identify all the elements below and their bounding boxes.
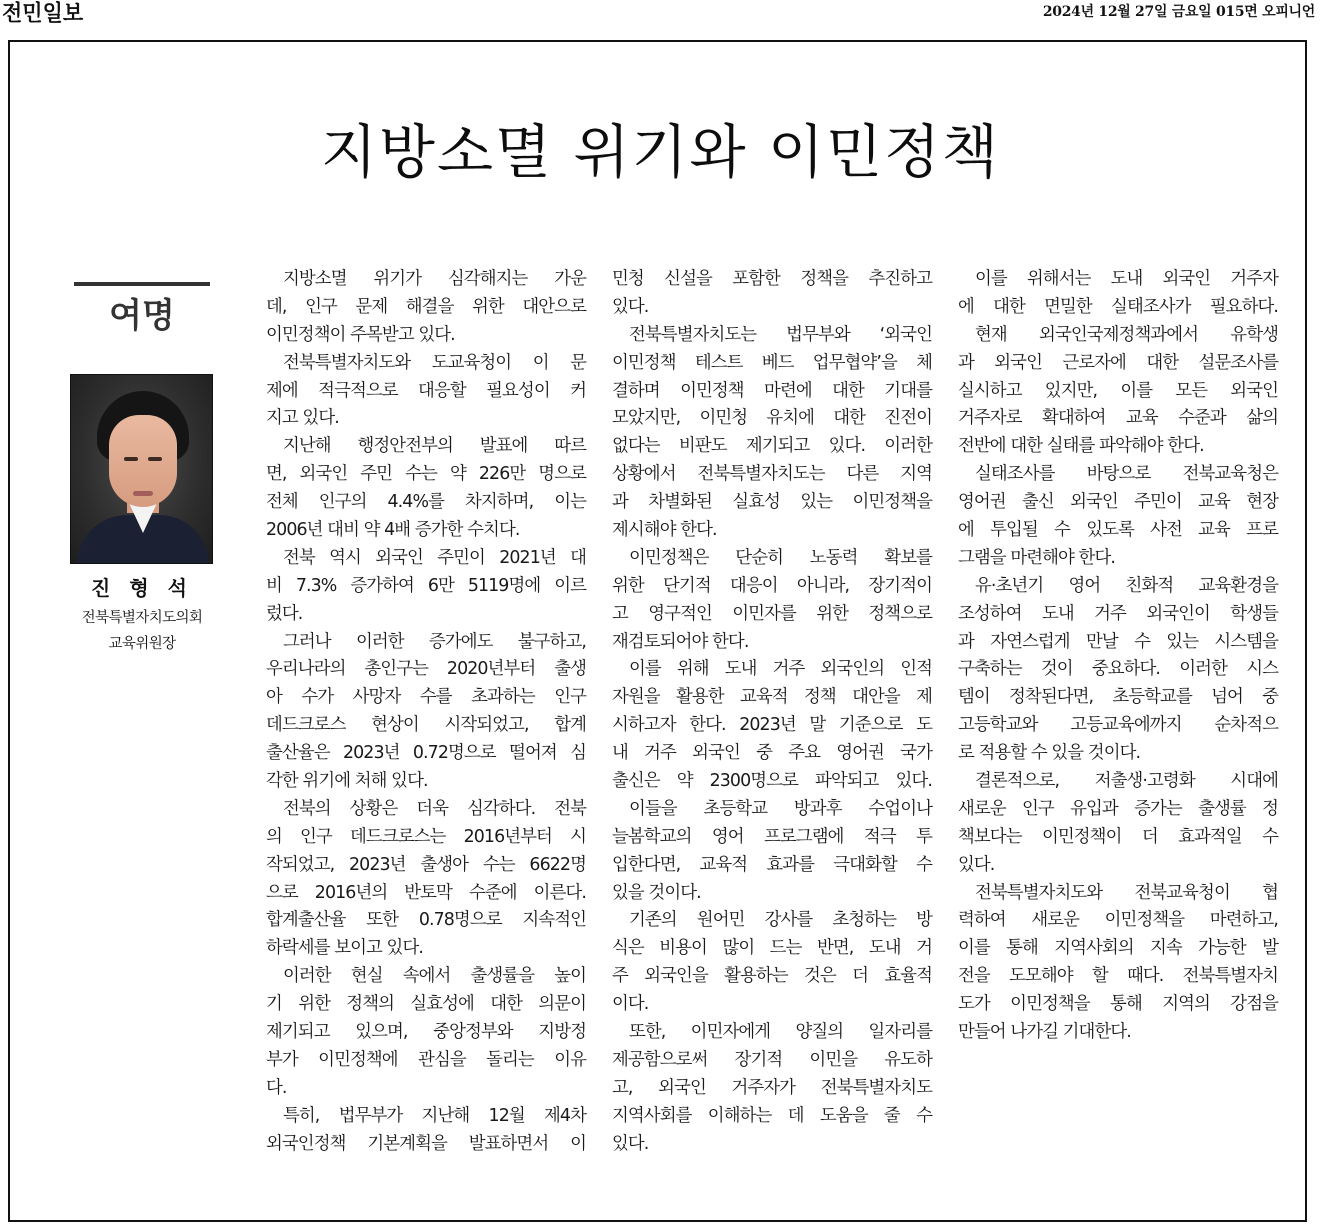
article-text-line: 시하고자 한다. 2023년 말 기준으로 도 (612, 715, 932, 736)
article-text-line: 없다는 비판도 제기되고 있다. 이러한 (612, 436, 932, 457)
article-text-line: 현재 외국인국제정책과에서 유학생 (975, 324, 1278, 345)
article-text-line: 지고 있다. (266, 408, 339, 429)
article-text-line: 과 차별화된 실효성 있는 이민정책을 (612, 492, 932, 513)
article-text-line: 하락세를 보이고 있다. (266, 938, 423, 959)
article-column-1 (266, 266, 586, 1159)
article-text-line: 에 투입될 수 있도록 사전 교육 프로 (958, 520, 1278, 541)
article-text-line: 다. (266, 1077, 287, 1098)
article-text-line: 2006년 대비 약 4배 증가한 수치다. (266, 520, 520, 541)
article-text-line: 이민정책이 주목받고 있다. (266, 324, 455, 345)
article-text-line: 그램을 마련해야 한다. (958, 547, 1115, 568)
article-text-line: 기존의 원어민 강사를 초청하는 방 (629, 910, 932, 931)
article-text-line: 식은 비용이 많이 드는 반면, 도내 거 (612, 938, 932, 959)
article-text-line: 에 대한 면밀한 실태조사가 필요하다. (958, 296, 1278, 317)
article-text-line: 영어권 출신 외국인 주민이 교육 현장 (958, 492, 1278, 513)
author-title-position: 교육위원장 (108, 636, 176, 652)
article-text-line: 또한, 이민자에게 양질의 일자리를 (629, 1022, 932, 1043)
article-text-line: 제에 적극적으로 대응할 필요성이 커 (266, 380, 586, 401)
article-text-line: 그러나 이러한 증가에도 불구하고, (283, 631, 586, 652)
article-text-line: 고 영구적인 이민자를 위한 정책으로 (612, 603, 932, 624)
article-text-line: 고등학교와 고등교육에까지 순차적으 (958, 715, 1278, 736)
article-text-line: 있다. (612, 296, 649, 317)
article-text-line: 구축하는 것이 중요하다. 이러한 시스 (958, 659, 1278, 680)
article-text-line: 전북 역시 외국인 주민이 2021년 대 (283, 547, 586, 568)
article-text-line: 지난해 행정안전부의 발표에 따르 (283, 436, 586, 457)
article-text-line: 기 위한 정책의 실효성에 대한 의문이 (266, 994, 586, 1015)
article-text-line: 자원을 활용한 교육적 정책 대안을 제 (612, 687, 932, 708)
article-text-line: 데, 인구 문제 해결을 위한 대안으로 (266, 296, 586, 317)
article-text-line: 제기되고 있으며, 중앙정부와 지방정 (266, 1022, 586, 1043)
article-text-line: 조성하여 도내 거주 외국인이 학생들 (958, 603, 1278, 624)
article-text-line: 실태조사를 바탕으로 전북교육청은 (975, 464, 1278, 485)
article-text-line: 템이 정착된다면, 초등학교를 넘어 중 (958, 687, 1278, 708)
article-text-line: 전북특별자치도와 전북교육청이 협 (975, 882, 1278, 903)
photo-mouth-shape (133, 491, 153, 496)
article-text-line: 실시하고 있지만, 이를 모든 외국인 (958, 380, 1278, 401)
article-text-line: 위한 단기적 대응이 아니라, 장기적이 (612, 575, 932, 596)
headline: 지방소멸 위기와 이민정책 (320, 118, 1001, 186)
article-text-line: 재검토되어야 한다. (612, 631, 749, 652)
author-photo (70, 374, 213, 564)
photo-eye-shape (124, 457, 138, 461)
article-text-line: 주 외국인을 활용하는 것은 더 효율적 (612, 966, 932, 987)
newspaper-name: 전민일보 (2, 0, 84, 26)
article-text-line: 과 자연스럽게 만날 수 있는 시스템을 (958, 631, 1278, 652)
article-text-line: 이를 위해서는 도내 외국인 거주자 (975, 269, 1278, 289)
article-text-line: 새로운 인구 유입과 증가는 출생률 정 (958, 798, 1278, 819)
article-text-line: 민청 신설을 포함한 정책을 추진하고 (612, 269, 932, 289)
article-text-line: 제시해야 한다. (612, 520, 717, 541)
article-text-line: 제공함으로써 장기적 이민을 유도하 (612, 1049, 932, 1070)
article-text-line: 내 거주 외국인 중 주요 영어권 국가 (612, 743, 932, 764)
article-text-line: 도가 이민정책을 통해 지역의 강점을 (958, 994, 1278, 1015)
article-text-line: 유·초년기 영어 친화적 교육환경을 (975, 575, 1278, 596)
article-text-line: 지방소멸 위기가 심각해지는 가운 (283, 269, 586, 289)
author-name: 진 형 석 (91, 576, 193, 600)
article-text-line: 만들어 나가길 기대한다. (958, 1022, 1131, 1043)
article-text-line: 전체 인구의 4.4%를 차지하며, 이는 (266, 492, 586, 513)
article-text-line: 전북특별자치도는 법무부와 ‘외국인 (629, 324, 932, 345)
article-text-line: 합계출산율 또한 0.78명으로 지속적인 (266, 910, 586, 931)
article-text-line: 으로 2016년의 반토막 수준에 이른다. (266, 882, 586, 903)
article-text-line: 결론적으로, 저출생·고령화 시대에 (975, 771, 1278, 792)
article-text-line: 결하며 이민정책 마련에 대한 기대를 (612, 380, 932, 401)
article-text-line: 출신은 약 2300명으로 파악되고 있다. (612, 771, 932, 792)
article-column-3 (958, 266, 1278, 1047)
article-text-line: 전북의 상황은 더욱 심각하다. 전북 (283, 798, 586, 819)
article-text-line: 전북특별자치도와 도교육청이 이 문 (283, 352, 586, 373)
article-text-line: 작되었고, 2023년 출생아 수는 6622명 (266, 854, 586, 875)
article-text-line: 이다. (612, 994, 649, 1015)
article-text-line: 고, 외국인 거주자가 전북특별자치도 (612, 1077, 932, 1098)
article-text-line: 있다. (612, 1133, 649, 1154)
article-text-line: 각한 위기에 처해 있다. (266, 771, 428, 792)
article-text-line: 의 인구 데드크로스는 2016년부터 시 (266, 826, 586, 847)
article-text-line: 특히, 법무부가 지난해 12월 제4차 (283, 1105, 586, 1126)
article-text-line: 상황에서 전북특별자치도는 다른 지역 (612, 464, 932, 485)
article-text-line: 우리나라의 총인구는 2020년부터 출생 (266, 659, 586, 680)
article-text-line: 로 적용할 수 있을 것이다. (958, 743, 1141, 764)
article-text-line: 데드크로스 현상이 시작되었고, 합계 (266, 715, 586, 736)
article-text-line: 부가 이민정책에 관심을 돌리는 이유 (266, 1049, 586, 1070)
article-text-line: 이를 위해 도내 거주 외국인의 인적 (629, 659, 932, 680)
article-text-line: 외국인정책 기본계획을 발표하면서 이 (266, 1133, 586, 1154)
article-column-2 (612, 266, 932, 1159)
article-text-line: 책보다는 이민정책이 더 효과적일 수 (958, 826, 1278, 847)
section-label: 여명 (109, 296, 175, 336)
section-rule-divider (74, 282, 210, 286)
article-text-line: 있다. (958, 854, 995, 875)
article-text-line: 이러한 현실 속에서 출생률을 높이 (283, 966, 586, 987)
article-text-line: 입한다면, 교육적 효과를 극대화할 수 (612, 854, 932, 875)
article-text-line: 이민정책은 단순히 노동력 확보를 (629, 547, 932, 568)
issue-meta: 2024년 12월 27일 금요일 015면 오피니언 (1042, 4, 1315, 20)
article-text-line: 모았지만, 이민청 유치에 대한 진전이 (612, 408, 932, 429)
article-text-line: 출산율은 2023년 0.72명으로 떨어져 심 (266, 743, 586, 764)
article-text-line: 이들을 초등학교 방과후 수업이나 (629, 798, 932, 819)
article-text-line: 이를 통해 지역사회의 지속 가능한 발 (958, 938, 1278, 959)
article-text-line: 전반에 대한 실태를 파악해야 한다. (958, 436, 1204, 457)
article-text-line: 늘봄학교의 영어 프로그램에 적극 투 (612, 826, 932, 847)
article-text-line: 비 7.3% 증가하여 6만 5119명에 이르 (266, 575, 586, 596)
article-text-line: 이민정책 테스트 베드 업무협약’을 체 (612, 352, 932, 373)
article-text-line: 면, 외국인 주민 수는 약 226만 명으로 (266, 464, 586, 485)
article-text-line: 거주자로 확대하여 교육 수준과 삶의 (958, 408, 1278, 429)
author-title-organization: 전북특별자치도의회 (81, 610, 203, 626)
article-text-line: 아 수가 사망자 수를 초과하는 인구 (266, 687, 586, 708)
article-text-line: 있을 것이다. (612, 882, 701, 903)
article-text-line: 력하여 새로운 이민정책을 마련하고, (958, 910, 1278, 931)
photo-eye-shape (148, 457, 162, 461)
article-text-line: 지역사회를 이해하는 데 도움을 줄 수 (612, 1105, 932, 1126)
article-text-line: 전을 도모해야 할 때다. 전북특별자치 (958, 966, 1278, 987)
article-text-line: 과 외국인 근로자에 대한 설문조사를 (958, 352, 1278, 373)
article-text-line: 렀다. (266, 603, 303, 624)
